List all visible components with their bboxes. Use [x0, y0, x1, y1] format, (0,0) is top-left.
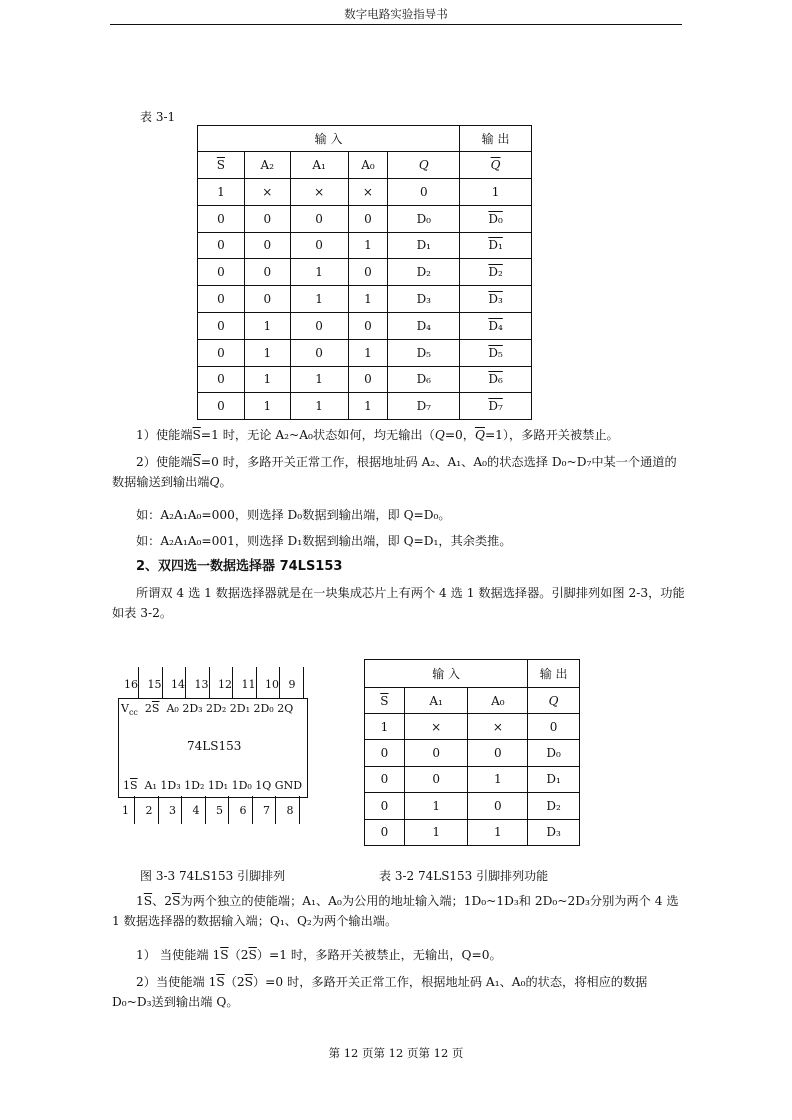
table-cell: D₅	[388, 339, 460, 366]
pin-lead	[232, 667, 233, 698]
table-row	[365, 793, 580, 819]
table-cell: D₀	[528, 740, 580, 766]
header-rule	[110, 24, 682, 25]
t31-output-group: 输 出	[460, 126, 532, 152]
pin-number: 16	[124, 678, 138, 691]
pin-number: 9	[288, 678, 296, 691]
table-cell: 0	[365, 766, 405, 792]
pin-lead	[209, 667, 210, 698]
table-cell: D₁	[460, 232, 532, 259]
table-cell: D₁	[528, 766, 580, 792]
pin-number: 6	[239, 804, 247, 817]
table-cell: D₁	[388, 232, 460, 259]
pin-lead	[185, 667, 186, 698]
table-cell: 1	[365, 714, 405, 740]
table-cell: 0	[198, 312, 245, 339]
t31-col-qbar: $\overline{Q}$	[490, 158, 501, 172]
chip-body	[118, 698, 308, 798]
table-row	[198, 259, 532, 286]
table-cell: 0	[290, 339, 348, 366]
table-row	[365, 740, 580, 766]
table-cell: 0	[198, 259, 245, 286]
table-cell: 1	[348, 286, 388, 313]
t31-col-a2: A₂	[244, 152, 290, 179]
pin-lead	[303, 667, 304, 698]
table-cell: 0	[365, 740, 405, 766]
table-cell: 1	[468, 819, 528, 845]
table-cell: D₃	[388, 286, 460, 313]
chip-top-labels: $V_{cc}$ $2\overline{S}$ A₀ 2D₃ 2D₂ 2D₁ 2D₀ 2Q	[121, 702, 294, 718]
table-cell: 0	[348, 259, 388, 286]
table-cell: D₀	[460, 205, 532, 232]
table-cell: 0	[290, 312, 348, 339]
table-row	[198, 205, 532, 232]
table-cell: D₃	[460, 286, 532, 313]
pin-number: 13	[194, 678, 209, 691]
table-cell: 1	[290, 393, 348, 420]
table-cell: 0	[198, 366, 245, 393]
table-cell: D₂	[460, 259, 532, 286]
table-cell: 1	[468, 766, 528, 792]
table-cell: 0	[244, 286, 290, 313]
table-cell: 0	[198, 339, 245, 366]
table-cell: 0	[365, 793, 405, 819]
table-cell: 0	[365, 819, 405, 845]
pin-lead	[256, 667, 257, 698]
table-row	[365, 766, 580, 792]
figure-3-3-caption: 图 3-3 74LS153 引脚排列	[140, 869, 286, 883]
pin-number: 14	[171, 678, 185, 691]
t32-col-q: Q	[548, 693, 559, 708]
pin-lead	[181, 796, 182, 824]
table-row	[198, 286, 532, 313]
pin-number: 11	[241, 678, 256, 691]
table-cell: ×	[290, 179, 348, 206]
table-3-1-caption: 表 3-1	[140, 110, 176, 124]
table-cell: 0	[244, 259, 290, 286]
table-cell: 0	[244, 232, 290, 259]
table-3-2-caption: 表 3-2 74LS153 引脚排列功能	[379, 869, 549, 883]
chip-bottom-labels: $1\overline{S}$ A₁ 1D₃ 1D₂ 1D₁ 1D₀ 1Q GND	[123, 779, 303, 792]
table-row	[198, 366, 532, 393]
table-cell: 0	[198, 286, 245, 313]
table-cell: ×	[468, 714, 528, 740]
table-cell: ×	[404, 714, 468, 740]
table-cell: D₂	[528, 793, 580, 819]
table-cell: 0	[404, 740, 468, 766]
pin-number: 2	[145, 804, 153, 817]
table-cell: D₇	[388, 393, 460, 420]
running-header: 数字电路实验指导书	[344, 7, 448, 21]
pin-lead	[279, 667, 280, 698]
pin-lead	[162, 667, 163, 698]
table-cell: 1	[348, 393, 388, 420]
table-cell: 0	[348, 366, 388, 393]
example-000: 如：A₂A₁A₀=000，则选择 D₀数据到输出端，即 Q=D₀。	[136, 508, 451, 522]
pin-lead	[252, 796, 253, 824]
table-cell: 0	[404, 766, 468, 792]
table-cell: 1	[244, 393, 290, 420]
table-cell: 1	[244, 312, 290, 339]
table-cell: D₂	[388, 259, 460, 286]
pin-lead	[275, 796, 276, 824]
table-cell: D₇	[460, 393, 532, 420]
t31-col-s: $\overline{S}$	[216, 158, 226, 172]
table-cell: 0	[348, 205, 388, 232]
table-3-1-group-header	[198, 126, 532, 152]
table-cell: D₄	[460, 312, 532, 339]
table-row	[365, 819, 580, 845]
table-cell: 1	[198, 179, 245, 206]
table-3-1-col-header	[198, 152, 532, 179]
table-cell: 0	[244, 205, 290, 232]
example-001: 如：A₂A₁A₀=001，则选择 D₁数据到输出端，即 Q=D₁，其余类推。	[136, 534, 512, 548]
table-row	[198, 393, 532, 420]
table-cell: 0	[348, 312, 388, 339]
table-cell: 1	[290, 366, 348, 393]
chip-name: 74LS153	[187, 739, 242, 753]
pin-number: 12	[218, 678, 232, 691]
table-cell: 0	[198, 205, 245, 232]
paragraph-pin-description: $1\overline{S}$、$2\overline{S}$为两个独立的使能端；A₁、A₀为公用的地址输入端；1D₀~1D₃和 2D₀~2D₃分别为两个 4 选 1 数据选择器的数据输入端；Q₁、Q₂为两个输出端。	[112, 894, 679, 928]
paragraph-enable: 2）当使能端 $1\overline{S}(2\overline{S})=0$ 时，多路开关正常工作，根据地址码 A₁、A₀的状态，将相应的数据 D₀~D₃送到输出端 Q。	[112, 975, 648, 1009]
table-cell: ×	[244, 179, 290, 206]
t31-col-q: Q	[418, 158, 429, 172]
table-3-1	[197, 125, 532, 420]
table-cell: 1	[244, 339, 290, 366]
table-cell: D₀	[388, 205, 460, 232]
table-cell: 0	[388, 179, 460, 206]
pin-number: 5	[216, 804, 223, 817]
table-cell: D₃	[528, 819, 580, 845]
table-row	[198, 179, 532, 206]
table-row	[198, 312, 532, 339]
pin-number: 15	[147, 678, 162, 691]
table-row	[365, 714, 580, 740]
table-cell: 1	[290, 259, 348, 286]
table-cell: 0	[468, 793, 528, 819]
table-cell: ×	[348, 179, 388, 206]
section-intro: 所谓双 4 选 1 数据选择器就是在一块集成芯片上有两个 4 选 1 数据选择器。引脚排列如图 2-3，功能如表 3-2。	[112, 586, 685, 620]
table-cell: 1	[244, 366, 290, 393]
paragraph-disable: 1） 当使能端 $1\overline{S}(2\overline{S})=1$ 时，多路开关被禁止，无输出，Q=0。	[136, 948, 502, 962]
t32-input-group: 输 入	[365, 660, 528, 688]
pin-lead	[138, 667, 139, 698]
table-cell: 1	[404, 819, 468, 845]
t32-output-group: 输 出	[528, 660, 580, 688]
table-cell: D₆	[460, 366, 532, 393]
table-cell: 0	[468, 740, 528, 766]
pin-lead	[158, 796, 159, 824]
table-row	[198, 339, 532, 366]
t32-col-a1: A₁	[404, 688, 468, 714]
t31-col-a1: A₁	[290, 152, 348, 179]
page-footer: 第 12 页第 12 页第 12 页	[328, 1046, 464, 1060]
table-cell: D₄	[388, 312, 460, 339]
table-cell: D₅	[460, 339, 532, 366]
pin-number: 1	[122, 804, 129, 817]
table-3-2	[364, 659, 580, 846]
pin-lead	[134, 796, 135, 824]
table-cell: 1	[290, 286, 348, 313]
pin-number: 7	[263, 804, 270, 817]
table-cell: 0	[198, 393, 245, 420]
pin-number: 4	[192, 804, 200, 817]
pin-number: 8	[286, 804, 294, 817]
pin-lead	[299, 796, 300, 824]
table-cell: 1	[460, 179, 532, 206]
table-cell: D₆	[388, 366, 460, 393]
table-cell: 0	[528, 714, 580, 740]
table-cell: 1	[348, 232, 388, 259]
paragraph-enable-high: 1）使能端$\overline{S}=1$ 时，无论 A₂~A₀状态如何，均无输出（Q=0，$\overline{Q}=1$），多路开关被禁止。	[136, 428, 619, 442]
table-cell: 1	[348, 339, 388, 366]
pin-number: 10	[265, 678, 279, 691]
table-cell: 0	[290, 232, 348, 259]
t32-col-s: $\overline{S}$	[380, 693, 389, 708]
t31-input-group: 输 入	[198, 126, 460, 152]
table-row	[198, 232, 532, 259]
pin-lead	[228, 796, 229, 824]
table-cell: 0	[198, 232, 245, 259]
pin-lead	[205, 796, 206, 824]
table-cell: 0	[290, 205, 348, 232]
pin-number: 3	[169, 804, 176, 817]
paragraph-enable-low: 2）使能端$\overline{S}=0$ 时，多路开关正常工作，根据地址码 A₂、A₁、A₀的状态选择 D₀~D₇中某一个通道的数据输送到输出端Q。	[112, 455, 677, 489]
t31-col-a0: A₀	[348, 152, 388, 179]
table-cell: 1	[404, 793, 468, 819]
t32-col-a0: A₀	[468, 688, 528, 714]
section-heading: 2、双四选一数据选择器 74LS153	[136, 559, 343, 574]
